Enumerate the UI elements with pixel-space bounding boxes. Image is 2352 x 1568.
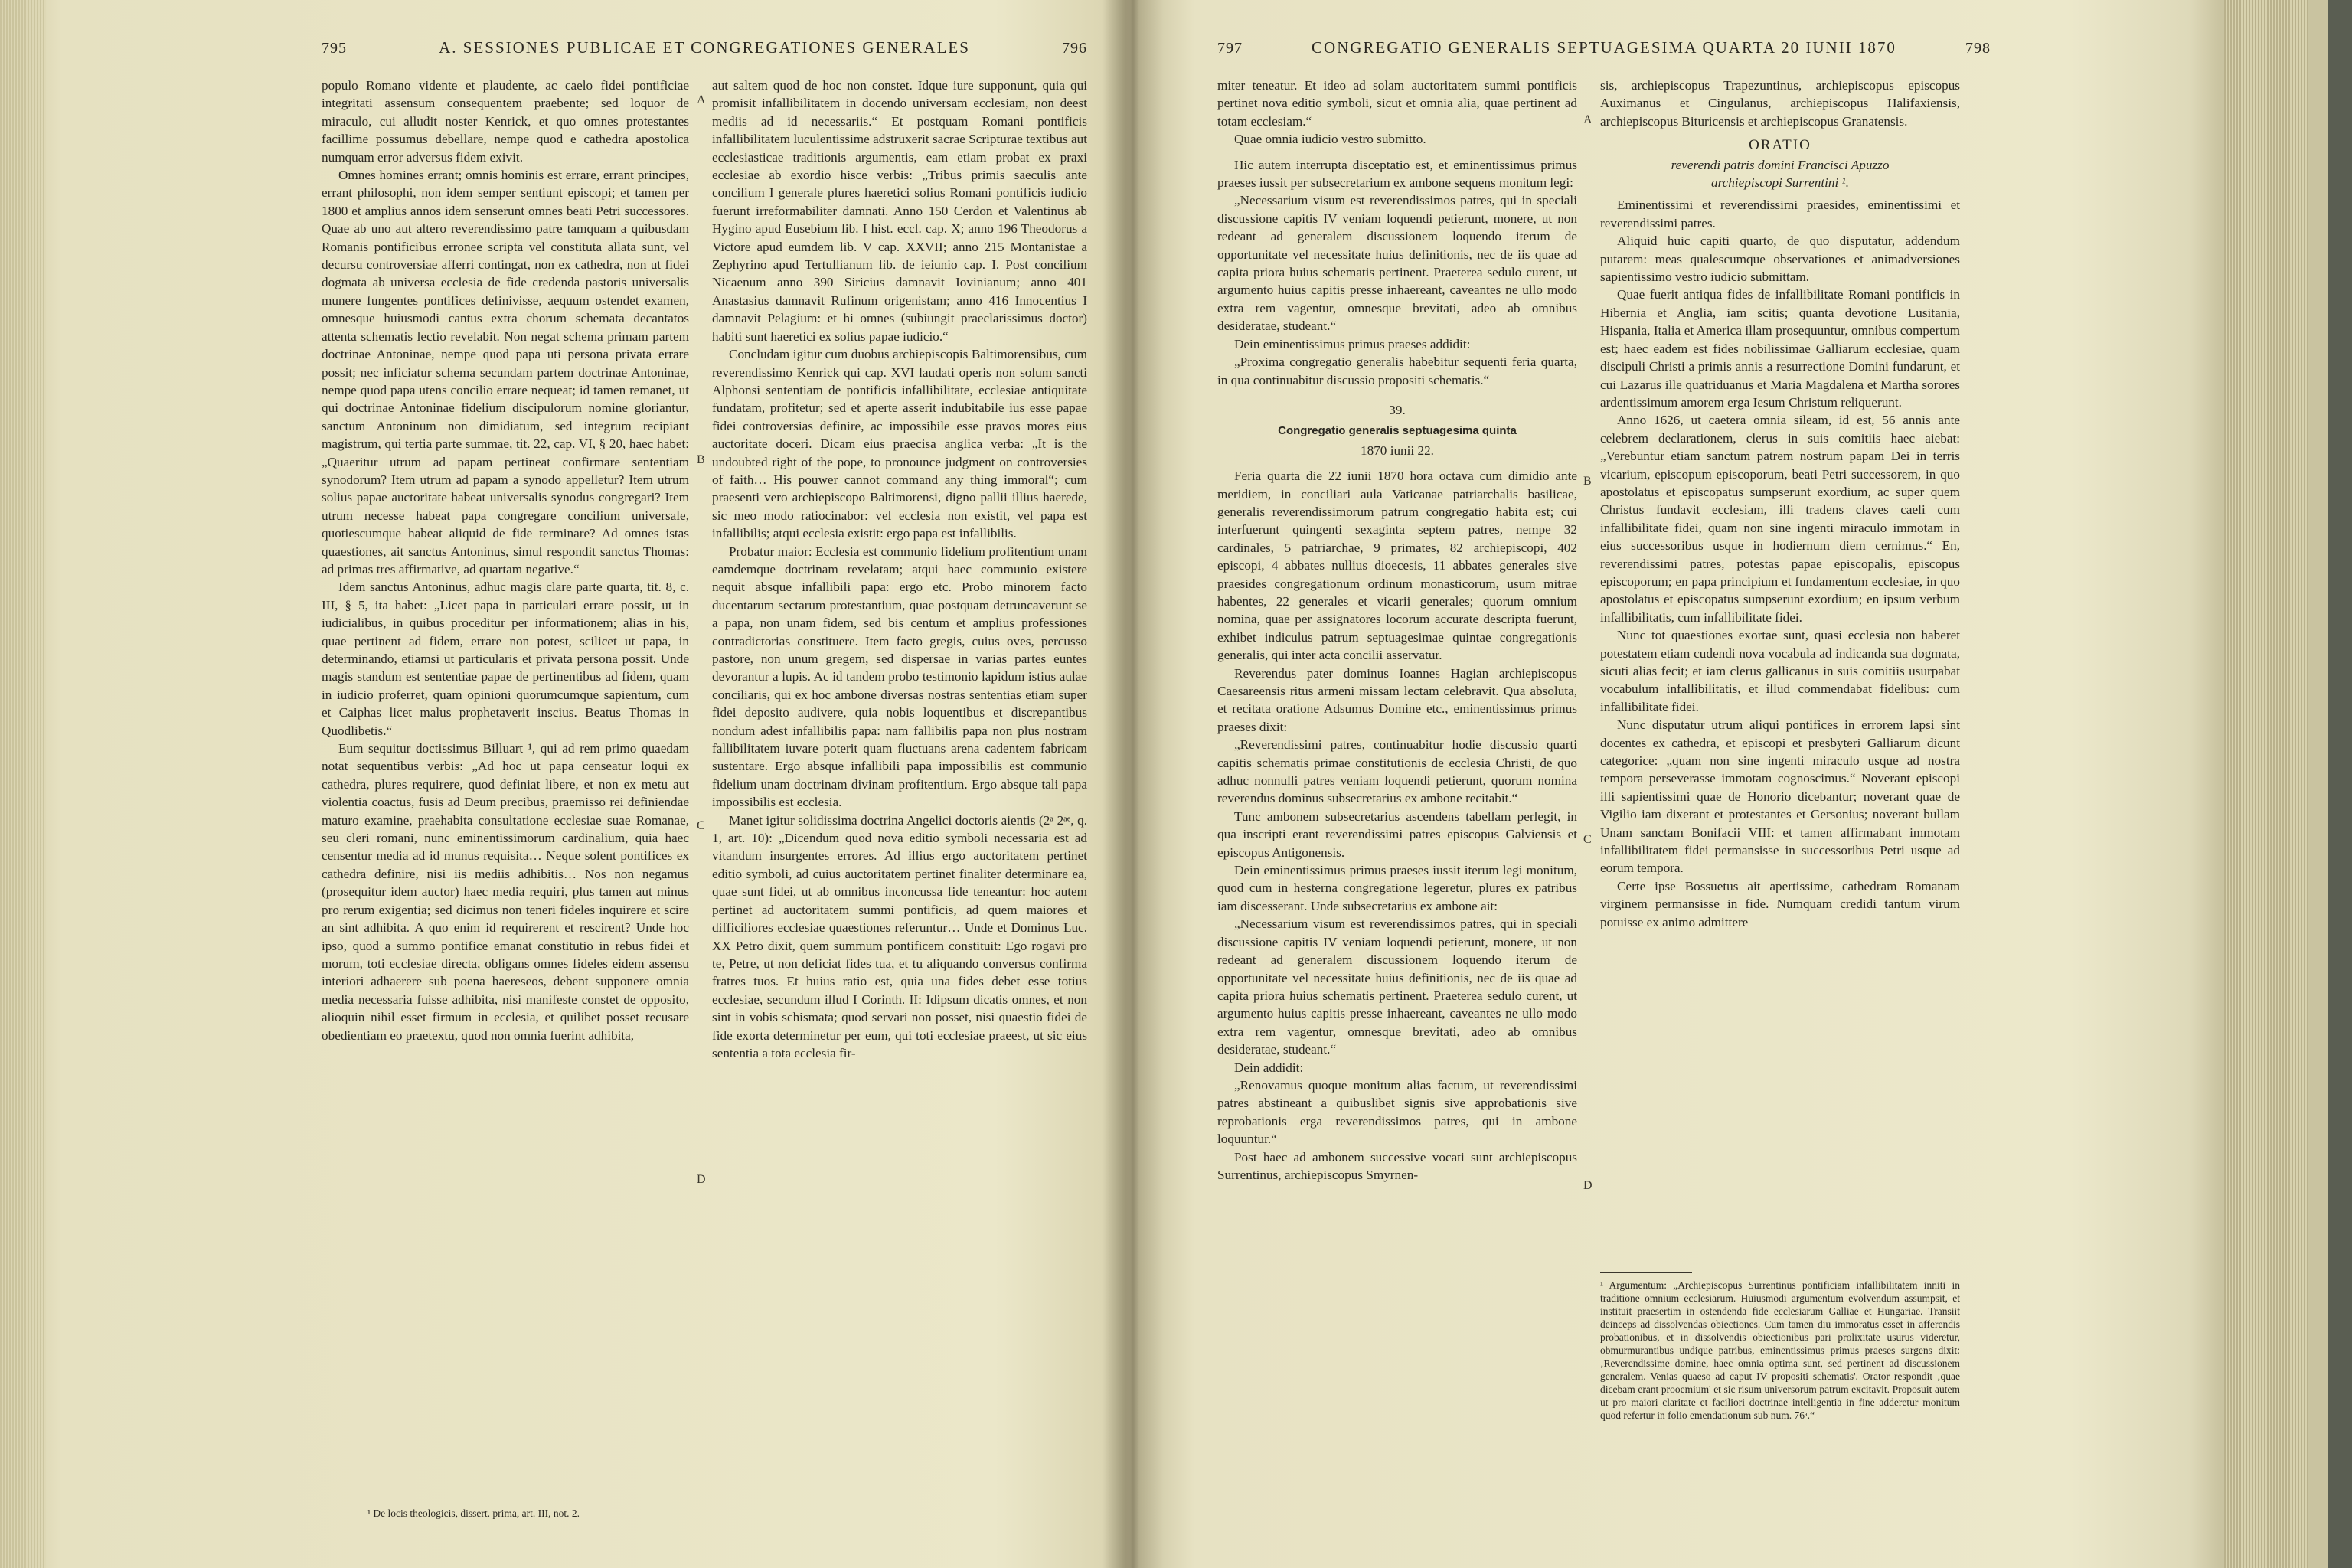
page-number-795: 795 [322,40,347,57]
paragraph: Hic autem interrupta disceptatio est, et eminentissimus primus praeses iussit per subsecretarium ex ambone sequens monitum legi: [1217,157,1577,191]
left-page-header [322,32,1087,63]
right-page-header [1217,32,1991,63]
left-page-column-2 [712,77,1087,1062]
right-page-column-1 [1217,77,1577,1184]
page-number-797: 797 [1217,40,1243,57]
page-edges-left [0,0,46,1568]
paragraph: Concludam igitur cum duobus archiepiscopis Baltimorensibus, cum reverendissimo Kenrick qui cap. XVI laudati operis non solum sancti Alphonsi sententiam de pontificis infallibilitate, ecclesiae antiquitate fundatam, profitetur; sed et aperte asserit indubitabile ius esse papae fidei controversias definire, ac impossibile esse pravos mores eius auctoritate doceri. Dicam eius praecisa anglica verba: „It is the undoubted right of the pope, to pronounce judgment on controversies of faith… His pouwer cannot command any thing immoral“; cum praesenti vero archiepiscopo Baltimorensi, digno pallii illius haerede, sic meo modo ratiocinabor: vel ecclesia non existit, vel papa est infallibilis; atqui ecclesia existit: ergo papa est infallibilis. [712,347,1087,541]
paragraph: „Reverendissimi patres, continuabitur hodie discussio quarti capitis schematis primae constitutionis de ecclesia Christi, de quo adhuc nonnulli patres veniam loquendi petierunt, quorum nomina reverendus dominus subsecretarius ex ambone recitabit.“ [1217,737,1577,806]
paragraph: Quae omnia iudicio vestro submitto. [1234,132,1426,147]
footnote-right [1600,1279,1960,1422]
margin-marker-d: D [697,1173,706,1186]
paragraph: Idem sanctus Antoninus, adhuc magis clare parte quarta, tit. 8, c. III, § 5, ita habet: „Licet papa in particulari errare possit, ut in iudicialibus, in quibus proceditur per informationem; alias in his, quae pertinent ad fidem, errare non potest, scilicet ut papa, in determinando, etiamsi ut particularis et privata persona possit. Unde magis standum est sententiae papae de pertinentibus ad fidem, quam in iudicio proferret, quam opinioni quorumcumque sapientum, cum et Caiphas licet malus prophetaverit inscius. Beatus Thomas in Quodlibetis.“ [322,580,689,738]
right-page [1217,23,2213,1562]
margin-marker-a: A [1583,113,1592,126]
paragraph: Tunc ambonem subsecretarius ascendens tabellam perlegit, in qua inscripti erant reverendissimi patres episcopus Galviensis et episcopus Antigonensis. [1217,808,1577,860]
paragraph: Dein addidit: [1234,1060,1304,1075]
footnote-left [368,1507,689,1520]
paragraph: Anno 1626, ut caetera omnia sileam, id est, 56 annis ante celebrem declarationem, clerus in suis comitiis haec aiebat: „Verebuntur etiam sanctum patrem nostrum papam Dei in terris vicarium, episcopum episcoporum, beati Petri successorem, in quo apostolatus et episcopatus sumpserunt exordium, ac super quem Christus fundavit ecclesiam, illi tradens claves caeli cum infallibilitate fidei, quam non sine ingenti miraculo immotam in eius successoribus usque in hodiernum diem cernimus.“ En, reverendissimi patres, potestas papae episcopalis, episcopus episcoporum; en papa principium et fundamentum ecclesiae, in quo apostolatus et episcopatus sumpserunt exordium; en ipsum verbum infallibilitatis, cum infallibilitate fidei. [1600,413,1960,625]
paragraph: Eminentissimi et reverendissimi praesides, eminentissimi et reverendissimi patres. [1600,198,1960,230]
left-page [322,23,1087,1562]
paragraph: aut saltem quod de hoc non constet. Idque iure supponunt, quia qui promisit infallibilitatem in docendo universam ecclesiam, non deest mediis ad id necessariis.“ Et postquam Romani pontificis infallibilitatem luculentissime adstruxerit sacrae Scripturae textibus aut ecclesiasticae traditionis argumentis, eam etiam probat ex praxi ecclesiae ab exordio hisce verbis: „Tribus primis saeculis ante concilium I generale plures haeretici solius Romani pontificis iudicio fuerunt irreformabiliter damnati. Anno 150 Cerdon et Valentinus ab Hygino apud Eusebium lib. I hist. eccl. cap. X; anno 196 Theodorus a Victore apud eumdem lib. V cap. XXVII; anno 215 Montanistae a Zephyrino apud Tertullianum lib. de ieiunio cap. I. Post concilium Nicaenum anno 390 Siricius damnavit Iovinianum; anno 401 Anastasius damnavit Rufinum origenistam; anno 416 Innocentius I damnavit Pelagium: et hi omnes (subiungit praeclarissimus doctor) habiti sunt haeretici ex solius papae iudicio.“ [712,78,1087,344]
paragraph: Omnes homines errant; omnis hominis est errare, errant principes, errant philosophi, non idem semper sentiunt episcopi; et tamen per 1800 et amplius annos idem senserunt omnes beati Petri successores. Quae ab uno aut altero reverendissimo patre tamquam a quibusdam Romanis pontificibus erronee scripta vel constituta allata sunt, vel decursu controversiae afferri contingat, non ex cathedra, non ut fidei dogmata ab universa ecclesia de fide credenda pastoris universalis munere fungentes pontifices definivisse, aequum ostendet examen, omnesque huiusmodi cantus extra chorum schemata decantatos attenta schematis lectio revelabit. Non negat schema primam partem doctrinae Antoninae, nempe quod papa uti persona privata errare possit; nec inficiatur schema secundam partem doctrinae Antoninae, nempe quod papa utens concilio errare nequeat; id tamen remanet, ut qui doctrinae Antoninae fidelium discipulorum nomine gloriantur, sanctum Antoninum non dimidiatum, sed integrum recipiant magistrum, qui tertia parte summae, tit. 22, cap. VI, § 20, haec habet: „Quaeritur utrum ad papam pertineat confirmare sententiam synodorum? Item utrum ad papam a synodo appelletur? Item utrum solius papae auctoritate habeat universalis synodus congregari? Item utrum necesse habeat papa congregare concilium universale, quotiescumque habeat aliquid de fide terminare? Ad omnes istas quaestiones, ait sanctus Antoninus, simul respondit sanctus Thomas: ad primas tres affirmative, ad quartam negative.“ [322,168,689,577]
book-gutter [1102,0,1164,1568]
margin-marker-c: C [697,819,705,832]
paragraph: Reverendus pater dominus Ioannes Hagian archiepiscopus Caesareensis ritus armeni missam lectam celebravit. Qua absoluta, et recitata oratione Adsumus Domine etc., eminentissimus primus praeses dixit: [1217,665,1577,734]
oratio-subtitle [1600,156,1960,192]
running-title-left: A. SESSIONES PUBLICAE ET CONGREGATIONES GENERALES [439,38,970,57]
paragraph: Dein eminentissimus primus praeses iussit iterum legi monitum, quod cum in hesterna congregatione legeretur, plures ex patribus iam discesserant. Unde subsecretarius ex ambone ait: [1217,863,1577,913]
section-date: 1870 iunii 22. [1361,443,1434,458]
page-number-798: 798 [1965,40,1991,57]
page-edges-right [2224,0,2308,1568]
footnote-rule [1600,1272,1692,1273]
oratio-subtitle-line-1: reverendi patris domini Francisci Apuzzo [1671,157,1890,172]
oratio-subtitle-line-2: archiepiscopi Surrentini ¹. [1710,175,1850,191]
paragraph: „Renovamus quoque monitum alias factum, ut reverendissimi patres abstineant a quibuslibet signis sive approbationis sive reprobationis erga reverendissimos patres, qui in ambone loquuntur.“ [1217,1077,1577,1147]
paragraph: Eum sequitur doctissimus Billuart ¹, qui ad rem primo quaedam notat sequentibus verbis: „Ad hoc ut papa censeatur loqui ex cathedra, plures requirere, quod definiat libere, et non ex metu aut violentia coactus, fusis ad Deum precibus, praemisso rei definiendae maturo examine, praehabita consultatione ecclesiae suae Romanae, seu cleri romani, nunc eminentissimorum cardinalium, quia haec censentur media ad id munus requisita… Neque solent pontifices ex cathedra definire, nisi iis mediis adhibitis… Nos non negamus (prosequitur idem auctor) haec media requiri, plus tamen aut minus pro rerum exigentia; sed dicimus non teneri fideles inquirere et scire an sint adhibita. A quo enim id requirerent et rescirent? Unde hoc ipso, quod a summo pontifice emanat constitutio in rebus fidei et morum, toti ecclesiae directa, obligans omnes fideles eidem assensu interiori adhaerere sub poena haereseos, debent supponere omnia media necessaria fuisse adhibita, nisi manifeste constet de opposito, alioquin nihil esset firmum in ecclesia, et quilibet posset recusare obedientiam eo praetextu, quod non omnia fuerint adhibita, [322,741,689,1043]
section-number: 39. [1389,402,1406,417]
running-title-right: CONGREGATIO GENERALIS SEPTUAGESIMA QUARTA 20 IUNII 1870 [1312,38,1896,57]
paragraph: Nunc disputatur utrum aliqui pontifices in errorem lapsi sint docentes ex cathedra, et episcopi et presbyteri Galliarum dicunt categorice: „quam non sine ingenti miraculo usque ad nostra tempora perseverasse immotam cognoscimus.“ Noverant episcopi illi sapientissimi quae de Honorio dicebantur; noverant quae de Vigilio iam dixerant et protestantes et Gersonius; noverant bullam Unam sanctam Bonifacii VIII: et tamen affirmabant immotam infallibilitatem fidei permansisse in successoribus Petri usque ad eorum tempora. [1600,717,1960,876]
paragraph: Quae fuerit antiqua fides de infallibilitate Romani pontificis in Hibernia et Anglia, iam scitis; quanta devotione Lusitania, Hispania, Italia et America illam prosequuntur, omnibus compertum est; haec eadem est fides nobilissimae Galliarum ecclesiae, quam discipuli Christi a primis annis a resurrectione Domini fundarunt, et cui Lazarus ille quatriduanus et Maria Magdalena et Martha sorores ardentissimum amorem erga Iesum Christum reliquerunt. [1600,287,1960,410]
paragraph: Post haec ad ambonem successive vocati sunt archiepiscopus Surrentinus, archiepiscopus Smyrnen- [1217,1149,1577,1182]
paragraph: Aliquid huic capiti quarto, de quo disputatur, addendum putarem: meas qualescumque observationes et animadversiones sapientissimo vestro iudicio submittam. [1600,234,1960,285]
paragraph: Probatur maior: Ecclesia est communio fidelium profitentium unam eamdemque doctrinam revelatam; atqui haec communio existere nequit absque infallibili papa: ergo etc. Probo minorem facto ducentarum sectarum protestantium, quae postquam detruncaverunt se a papa, non unam fidem, sed bis centum et amplius professiones contradictorias constituere. Item facto gregis, cuius oves, percusso pastore, non unum gregem, sed dispersae in varias partes euntes devorantur a lupis. Ac id tandem probo testimonio lapidum istius aulae conciliaris, qui ex hoc ambone diversas nostras sententias etiam super fidei deposito audivere, quia nobis loquentibus et discrepantibus nondum adest infallibilis papa: nam fallibilis papa non plus nostram fallibilitatem iuvare poterit quam fluctuans arena cadentem fabricam sustentare. Ergo absque infallibili papa impossibilis est communio fidelium unam doctrinam divinam profitentium. Ergo absque tali papa impossibilis est ecclesia. [712,544,1087,810]
footnote-text: ¹ Argumentum: „Archiepiscopus Surrentinus pontificiam infallibilitatem inniti in traditione omnium ecclesiarum. Huiusmodi argumentum evolvendum assumpsit, et instituit praesertim in ostendenda fide ecclesiarum Galliae et Hungariae. Transiit deinceps ad dissolvendas obiectiones. Cum tamen diu immoratus esset in afferendis probationibus, et in dissolvendis obiectionibus pari prolixitate usurus videretur, obmurmurantibus undique patribus, eminentissimus primus praeses surgens dixit: ‚Reverendissime domine, haec omnia optima sunt, sed pertinent ad discussionem generalem. Venias quaeso ad caput IV propositi schematis'. Orator respondit ‚quae dicebam erant prooemium' et sic risum universorum patrum excitavit. Proposuit autem ut pro maiori claritate et faciliori doctrinae intelligentia in fine adderetur monitum quod refertur in folio emendationum sub num. 76ᵃ.“ [1600,1279,1960,1421]
left-page-column-1 [322,77,689,1044]
paragraph: Dein eminentissimus primus praeses addidit: [1234,336,1471,351]
margin-marker-d: D [1583,1179,1592,1192]
paragraph: populo Romano vidente et plaudente, ac caelo fidei pontificiae integritati assensum consequentem praebente; sed loquor de miraculo, cui alludit noster Kenrick, et quo omnes protestantes facillime possumus debellare, nempe quod e cathedra apostolica numquam error adversus fidem exivit. [322,78,689,165]
paragraph: Nunc tot quaestiones exortae sunt, quasi ecclesia non haberet potestatem etiam cudendi nova vocabula ad indicanda sua dogmata, sicuti alias fecit; et iam clerus gallicanus in suis comitiis usurpabat vocabulum infallibilitatis, et illud commendabat fidelibus: cum infallibilitate fidei. [1600,628,1960,714]
paragraph: „Necessarium visum est reverendissimos patres, qui in speciali discussione capitis IV veniam loquendi petierunt, monere, ut non redeant ad generalem discussionem loquendo iterum de opportunitate vel necessitate huius definitionis, nec de iis quae ad capita priora huius schematis pertinent. Praeterea sedulo curent, ut argumento huius capitis presse inhaereant, caveantes ne ullo modo extra rem vagentur, omnesque brevitati, adeo ab omnibus desideratae, studeant.“ [1217,193,1577,334]
paragraph: sis, archiepiscopus Trapezuntinus, archiepiscopus episcopus Auximanus et Cingulanus, archiepiscopus Halifaxiensis, archiepiscopus Bituricensis et archiepiscopus Granatensis. [1600,78,1960,129]
paragraph: „Necessarium visum est reverendissimos patres, qui in speciali discussione capitis IV veniam loquendi petierunt, monere, ut non redeant ad generalem discussionem loquendo iterum de opportunitate vel necessitate huius definitionis, nec de iis quae ad capita priora huius schematis pertinent. Praeterea sedulo curent, ut argumento huius capitis presse inhaereant, caveantes ne ullo modo extra rem vagentur, omnesque brevitati, adeo ab omnibus desideratae, studeant.“ [1217,916,1577,1057]
margin-marker-b: B [1583,475,1592,488]
paragraph: Certe ipse Bossuetus ait apertissime, cathedram Romanam virginem permansisse in fide. Numquam credidi tantum virum potuisse ex animo admittere [1600,878,1960,929]
paragraph: miter teneatur. Et ideo ad solam auctoritatem summi pontificis pertinet nova editio symboli, sicut et omnia alia, quae pertinent ad totam ecclesiam.“ [1217,78,1577,129]
page-number-796: 796 [1062,40,1087,57]
oratio-title: ORATIO [1749,137,1811,154]
right-page-column-2 [1600,77,1960,931]
section-title: Congregatio generalis septuagesima quinta [1278,424,1517,438]
margin-marker-a: A [697,93,706,106]
paragraph: Feria quarta die 22 iunii 1870 hora octava cum dimidio ante meridiem, in conciliari aula Vaticanae patriarchalis basilicae, generalis reverendissimorum patrum congregatio habita est; cui interfuerunt quingenti sexaginta septem patres, nempe 32 cardinales, 5 patriarchae, 9 primates, 82 archiepiscopi, 402 episcopi, 4 abbates nullius dioecesis, 11 abbates generales sive praesides congregationum ordinum monasticorum, usum mitrae habentes, 22 generales et vicarii generales; quorum omnium nomina, quae per assignatores locorum accurate descripta fuerunt, exhibet indiculus patrum septuagesimae quintae congregationis generalis, qui inter acta concilii asservatur. [1217,469,1577,663]
margin-marker-c: C [1583,833,1592,846]
paragraph: Manet igitur solidissima doctrina Angelici doctoris aientis (2ᵃ 2ᵃᵉ, q. 1, art. 10): „Dicendum quod nova editio symboli necessaria est ad vitandum insurgentes errores. Ad illius ergo auctoritatem pertinet editio symboli, ad cuius auctoritatem pertinet finaliter determinare ea, quae sunt fidei, ut ab omnibus inconcussa fide teneantur: hoc autem pertinet ad auctoritatem summi pontificis, ad quem maiores et difficiliores ecclesiae quaestiones referuntur… Unde et Dominus Luc. XX Petro dixit, quem summum pontificem constituit: Ego rogavi pro te, Petre, ut non deficiat fides tua, et tu aliquando conversus confirma fratres tuos. Et huius ratio est, quia una fides debet esse totius ecclesiae, secundum illud I Corinth. II: Idipsum dicatis omnes, et non sint in vobis schismata; quod servari non posset, nisi quaestio fidei de fide exorta determinetur per eum, qui toti ecclesiae praeest, ut sic eius sententia a tota ecclesia fir- [712,812,1087,1060]
margin-marker-b: B [697,453,705,466]
footnote-text: ¹ De locis theologicis, dissert. prima, art. III, not. 2. [368,1508,580,1519]
paragraph: „Proxima congregatio generalis habebitur sequenti feria quarta, in qua continuabitur discussio propositi schematis.“ [1217,354,1577,387]
